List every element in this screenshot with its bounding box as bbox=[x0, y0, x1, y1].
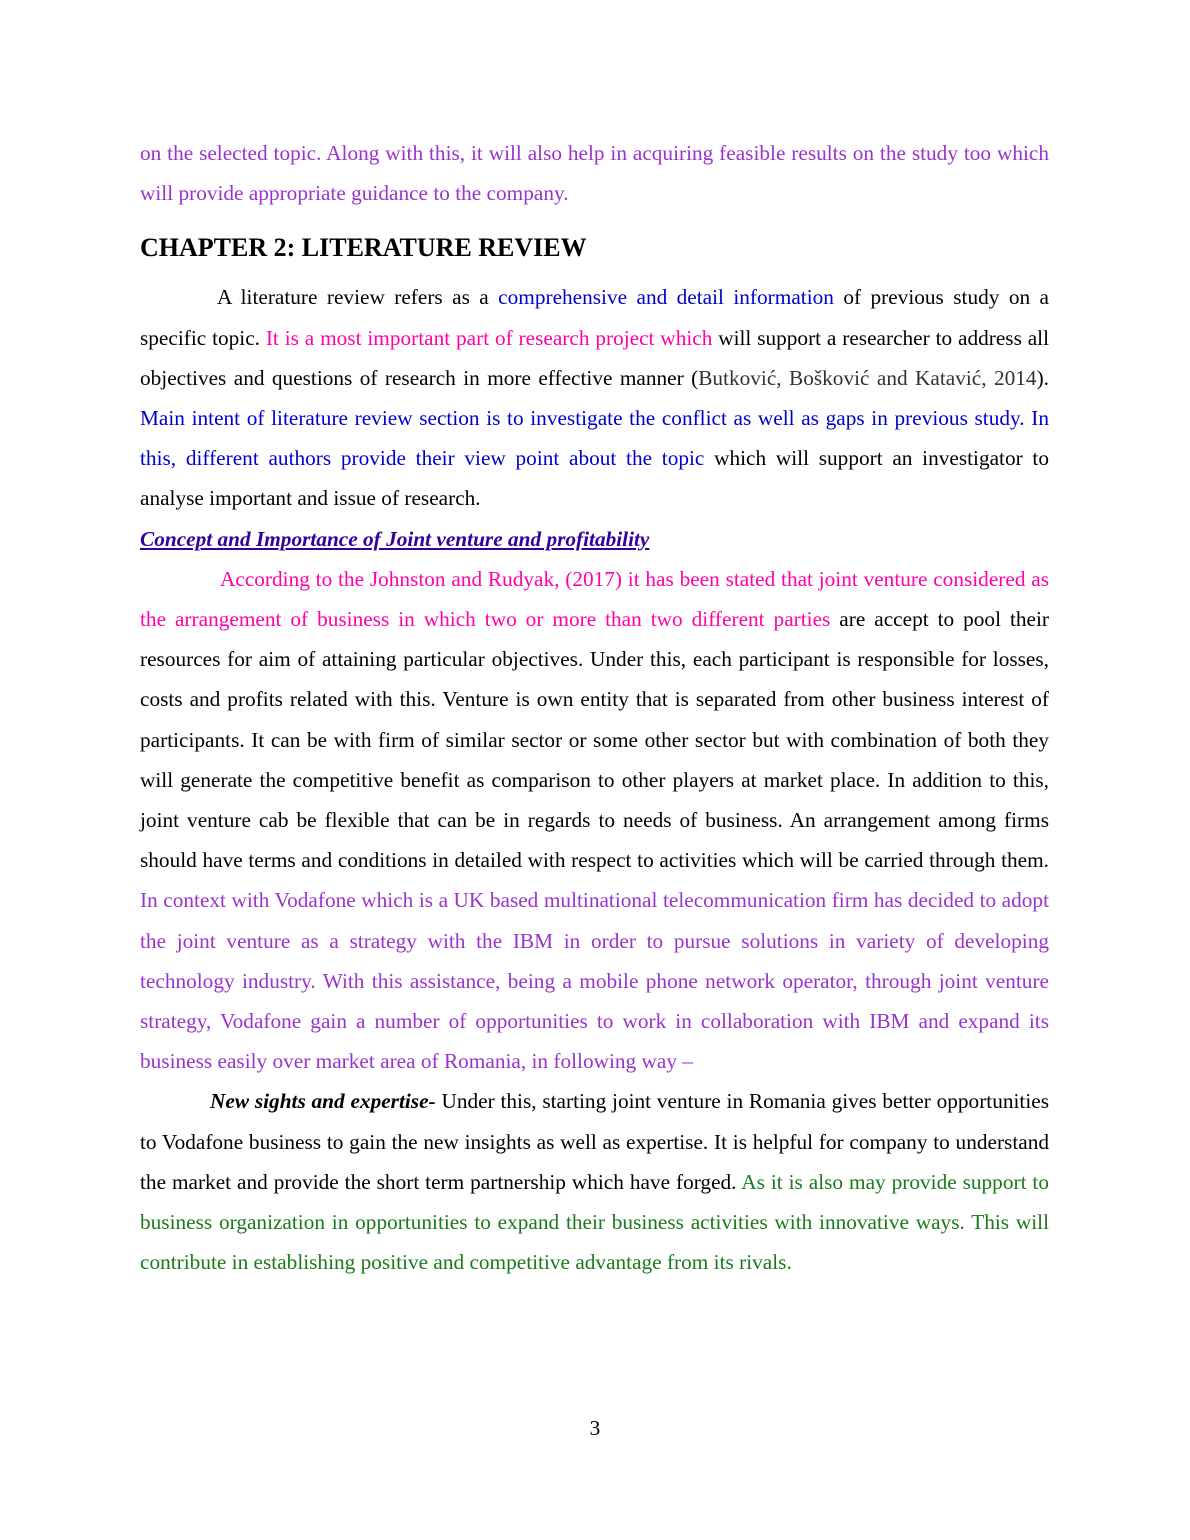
intro-seg-1: A literature review refers as a bbox=[217, 285, 499, 310]
intro-seg-9: which will support an investigator to analyse important and issue of research. bbox=[140, 446, 1049, 511]
sights-paragraph bbox=[140, 1081, 1049, 1282]
jv-seg-3: In context with Vodafone which is a UK based multinational telecommunication firm has decided to adopt the joint venture as a strategy with the IBM in order to pursue solutions in variety of developing technology industry. With this assistance, being a mobile phone network operator, through joint venture strategy, Vodafone gain a number of opportunities to work in collaboration with IBM and expand its business easily over market area of Romania, in following way – bbox=[140, 888, 1049, 1074]
joint-venture-paragraph bbox=[140, 559, 1049, 1082]
page-number: 3 bbox=[589, 1416, 601, 1440]
sights-seg-2: As it is also may provide support to business organization in opportunities to expand their business activities with innovative ways. This will contribute in establishing positive and competitive advantage from its rivals. bbox=[140, 1169, 1049, 1275]
intro-seg-2: comprehensive and detail information bbox=[498, 285, 834, 310]
intro-seg-3: of previous study on a specific topic. bbox=[140, 285, 1049, 350]
intro-seg-7: ). bbox=[1036, 365, 1049, 390]
intro-seg-8: Main intent of literature review section is to investigate the conflict as well as gaps in previous study. In this, different authors provide their view point about the topic bbox=[140, 406, 1049, 471]
sights-seg-1: Under this, starting joint venture in Romania gives better opportunities to Vodafone business to gain the new insights as well as expertise. It is helpful for company to understand the market and provide the short term partnership which have forged. bbox=[140, 1089, 1050, 1194]
intro-citation: Butković, Bošković and Katavić, 2014 bbox=[698, 365, 1037, 390]
chapter-heading: CHAPTER 2: LITERATURE REVIEW bbox=[140, 233, 587, 263]
sights-lead: New sights and expertise- bbox=[210, 1089, 436, 1114]
intro-paragraph bbox=[140, 277, 1049, 518]
continuation-text: on the selected topic. Along with this, it will also help in acquiring feasible results on the study too which will provide appropriate guidance to the company. bbox=[140, 141, 1049, 206]
intro-seg-4: It is a most important part of research project which bbox=[265, 325, 713, 350]
continuation-paragraph bbox=[140, 133, 1049, 213]
intro-seg-5: will support a researcher to address all objectives and questions of research in more effective manner ( bbox=[140, 325, 1049, 390]
jv-seg-2: are accept to pool their resources for aim of attaining particular objectives. Under this, each participant is responsible for losses, costs and profits related with this. Venture is own entity that is separated from other business interest of participants. It can be with firm of similar sector or some other sector but with combination of both they will generate the competitive benefit as comparison to other players at market place. In addition to this, joint venture cab be flexible that can be in regards to needs of business. An arrangement among firms should have terms and conditions in detailed with respect to activities which will be carried through them. bbox=[140, 607, 1049, 873]
jv-seg-1: According to the Johnston and Rudyak, (2017) it has been stated that joint venture considered as the arrangement of business in which two or more than two different parties bbox=[140, 566, 1049, 632]
document-page bbox=[140, 133, 1049, 1282]
section-heading: Concept and Importance of Joint venture and profitability bbox=[140, 526, 650, 551]
